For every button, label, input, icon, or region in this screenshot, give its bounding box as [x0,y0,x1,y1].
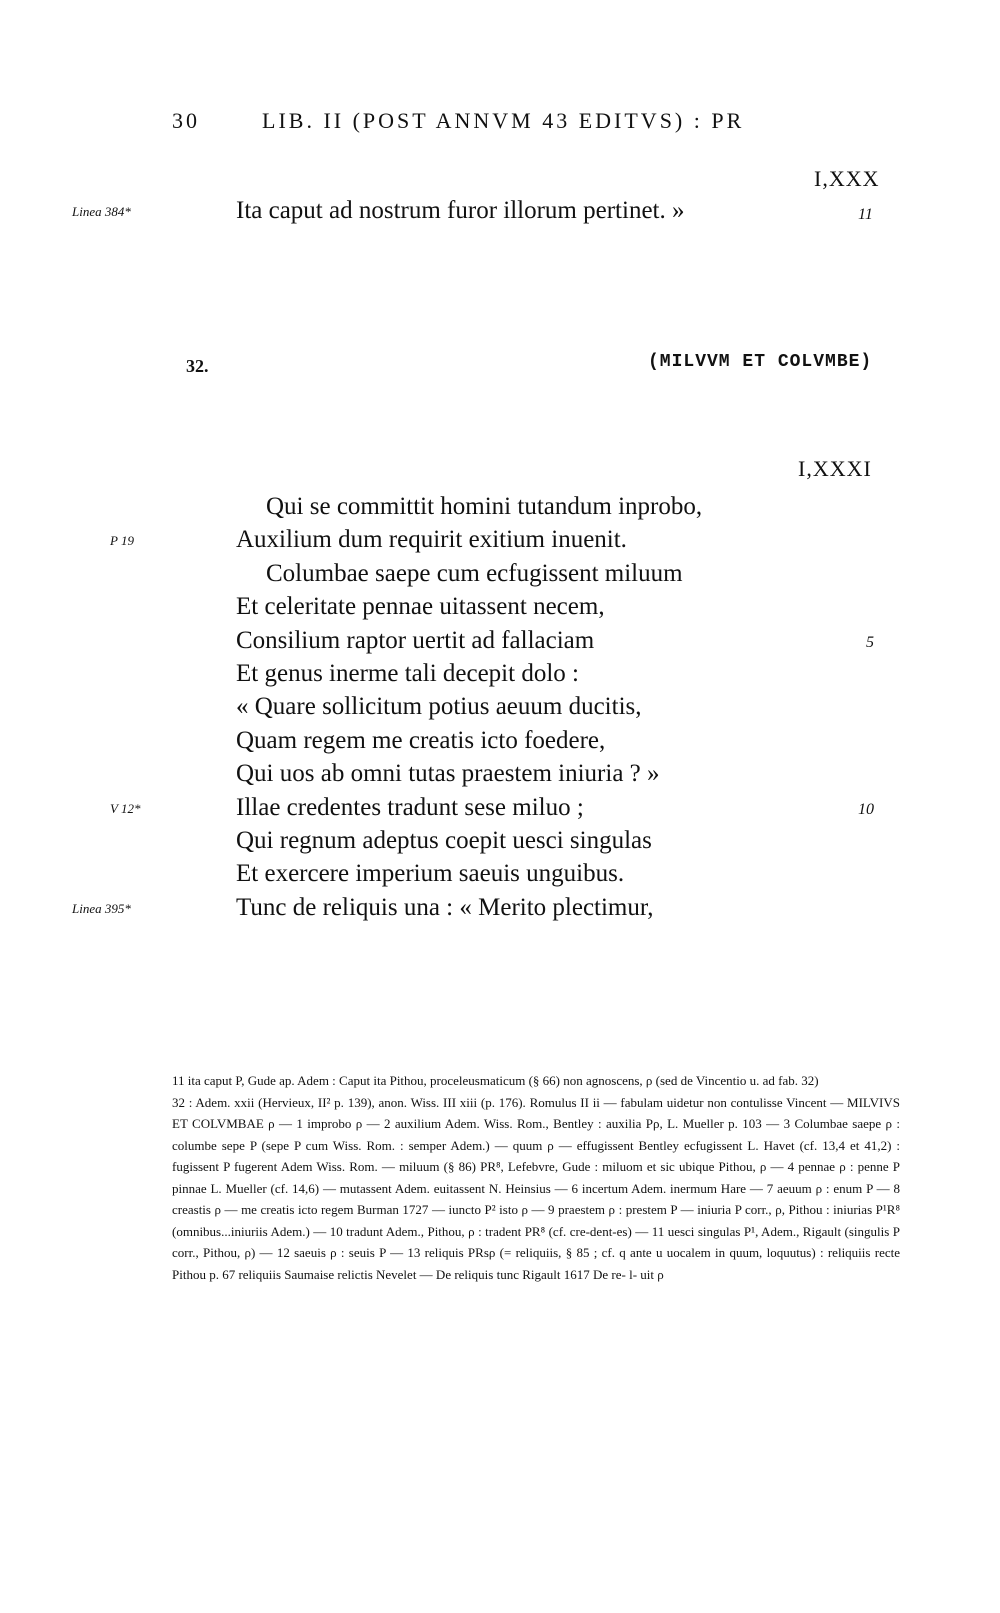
margin-marker: V 12* [110,800,141,816]
verse-text: Qui regnum adeptus coepit uesci singulas [236,827,652,854]
verse-line [236,690,642,723]
verse-text: Et celeritate pennae uitassent necem, [236,593,605,621]
fable-number: 32. [186,356,209,376]
prev-fable-verse: Ita caput ad nostrum furor illorum pertinet. » [236,197,685,224]
verse-line [236,891,653,924]
prev-verse-number: 11 [858,206,873,223]
verse-text: Et exercere imperium saeuis unguibus. [236,860,625,888]
fable-title: (MILVVM ET COLVMBE) [648,352,873,372]
verse-text: Qui se committit homini tutandum inprobo, [266,493,703,520]
verse-line [236,657,579,690]
verse-text: Auxilium dum requirit exitium inuenit. [236,526,627,554]
running-title: LIB. II (POST ANNVM 43 EDITVS) : PR [262,108,745,133]
verse-line [236,590,605,623]
verse-line [236,824,652,857]
verse-line [236,791,584,824]
verse-text: Quam regem me creatis icto foedere, [236,726,606,754]
verse-text: Et genus inerme tali decepit dolo : [236,660,579,687]
margin-marker: P 19 [110,533,134,549]
verse-line [236,857,624,890]
fable-ref: I,XXXI [798,456,872,481]
critical-apparatus [172,1070,900,1285]
verse-line [236,724,605,757]
page-number: 30 [172,108,200,133]
verse-text: Tunc de reliquis una : « Merito plectimur, [236,893,654,921]
prev-fable-ref: I,XXX [814,166,880,191]
verse-text: Columbae saepe cum ecfugissent miluum [266,559,683,587]
verse-text: Consilium raptor uertit ad fallaciam [236,626,595,654]
verse-number: 5 [866,633,874,651]
verse-number: 10 [858,800,874,818]
verse-line [236,557,683,590]
verse-text: Qui uos ab omni tutas praestem iniuria ? » [236,760,660,788]
apparatus-note: 11 ita caput P, Gude ap. Adem : Caput ita Pithou, proceleusmaticum (§ 66) non agnoscens, ρ (sed de Vincentio u. ad fab. 32) [172,1073,819,1088]
verse-line [236,523,627,556]
verse-text: Illae credentes tradunt sese miluo ; [236,793,584,821]
verse-text: « Quare sollicitum potius aeuum ducitis, [236,693,642,721]
verse-line [236,624,594,657]
prev-line-marker: Linea 384* [72,204,131,219]
margin-marker: Linea 395* [72,900,131,916]
apparatus-note: 32 : Adem. xxii (Hervieux, II² p. 139), anon. Wiss. III xiii (p. 176). Romulus II ii — fabulam uidetur non contulisse Vincent — MILVIVS ET COLVMBAE ρ — 1 improbo ρ — 2 auxilium Adem. Wiss. Rom., Bentley : auxilia Pρ, L. Mueller p. 103 — 3 Columbae saepe ρ : columbe sepe P (sepe P cum Wiss. Rom. : semper Adem.) — quum ρ — effugissent Bentley ecfugissent L. Havet (cf. 13,4 et 41,2) : fugissent P fugerent Adem Wiss. Rom. — miluum (§ 86) PR⁸, Lefebvre, Gude : miluom et sic ubique Pithou, ρ — 4 pennae ρ : penne P pinnae L. Mueller (cf. 14,6) — mutassent Adem. euitassent N. Heinsius — 6 incertum Adem. inermum Hare — 7 aeuum ρ : enum P — 8 creastis ρ — me creatis icto regem Burman 1727 — iuncto P² isto ρ — 9 praestem ρ : prestem P — iniuria P corr., ρ, Pithou : iniurias P¹R⁸ (omnibus...iniuriis Adem.) — 10 tradunt Adem., Pithou, ρ : tradent PR⁸ (cf. cre-dent-es) — 11 uesci singulas P¹, Adem., Rigault (singulis P corr., Pithou, ρ) — 12 saeuis ρ : seuis P — 13 reliquis PRsρ (= reliquiis, § 85 ; cf. q ante u uocalem in quum, loquutus) : reliquiis recte Pithou p. 67 reliquiis Saumaise relictis Nevelet — De reliquis tunc Rigault 1617 De re- l- uit ρ [172,1094,900,1282]
verse-line [236,757,660,790]
verse-line [236,490,702,523]
